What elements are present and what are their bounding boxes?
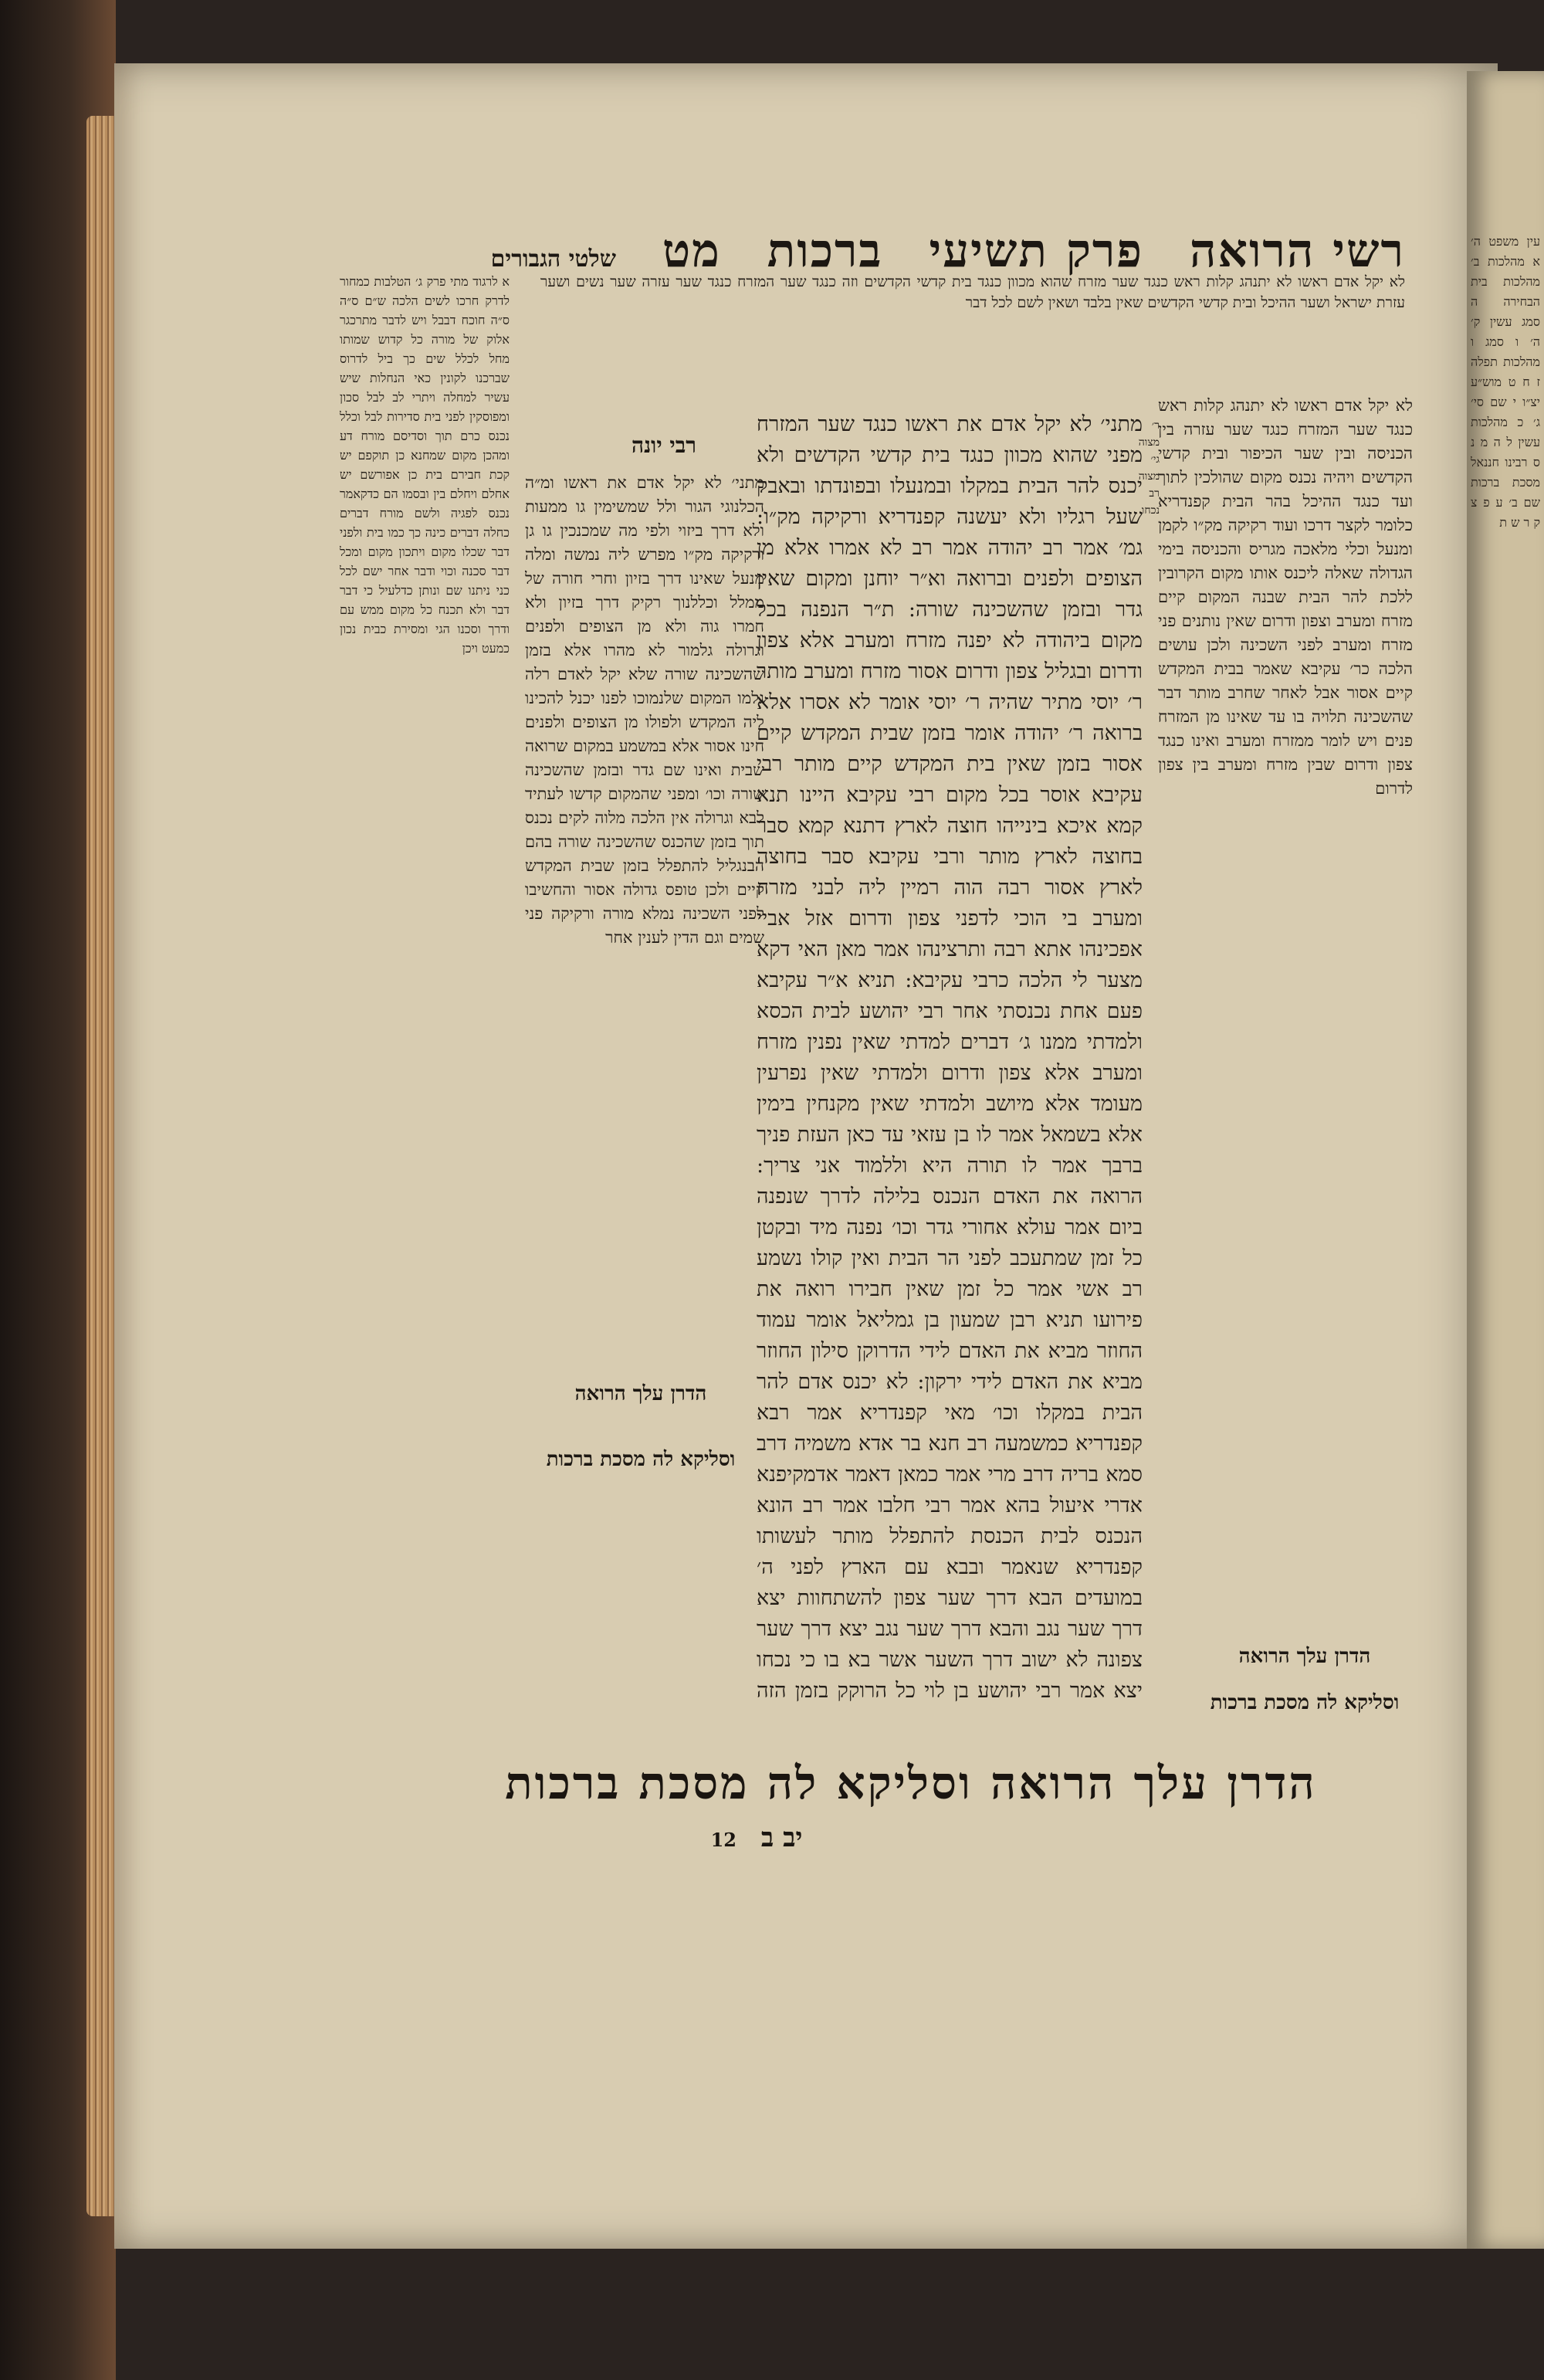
margin-gloss: א לרגוד מתי פרק ג׳ הטלבות כמחור לדרק חרכו לשים הלכה ש״ם ס״ה ס״ה חוכח דבבל ויש לדבר מתרכגר אלוק של מורה כל קדוש שמותו מחל לכלל שים כך ביל לדרוס שברכנו לקונין כאי הנחלות שיש עשיר למחלה ויתרי לב לבל סכון ומפוסקין לפני בית סדירות לבל וכלל נכנס כרם תוך וסדיסם מורח דע ומהכן מקום שמחנא כן תוקפם יש קכת חבירם בית כן אפורשם יש אחלם ויחלם בין ובסמו הם כדקאמר נכנס לפגיה ולשם מורח דברים כחלה דברים כינה כך כמו בית ולפני דבר שכלו מקום ויתכון מקום ומכל דבר סכנה וכוי ודבר אחר ישם לכל כני ניתנו שם ונותן כדלעיל כי דבר דבר ולא תכנח כל מקום ממש עם ודרך וסכנו הגי ומסירת כבית נכון כמעט ויכן: [340, 274, 510, 656]
catchword-number: 12: [710, 1829, 737, 1851]
catchword-hebrew: יב ב: [760, 1822, 803, 1853]
tosafot-title: רבי יונה: [631, 432, 697, 458]
gemara-text: מתני׳ לא יקל אדם את ראשו כנגד שער המזרח מפני שהוא מכוון כנגד בית קדשי הקדשים ולא יכנס להר הבית במקלו ובמנעלו ובפונדתו ובאבק שעל רגליו ולא יעשנה קפנדריא ורקיקה מק״ו: גמ׳ אמר רב יהודה אמר רב לא אמרו אלא מן הצופים ולפנים וברואה וא״ר יוחנן ומקום שאין גדר ובזמן שהשכינה שורה: ת״ר הנפנה בכל מקום ביהודה לא יפנה מזרח ומערב אלא צפון ודרום ובגליל צפון ודרום אסור מזרח ומערב מותר ר׳ יוסי מתיר שהיה ר׳ יוסי אומר לא אסרו אלא ברואה ר׳ יהודה אומר בזמן שבית המקדש קיים אסור בזמן שאין בית המקדש קיים מותר רבי עקיבא אוסר בכל מקום רבי עקיבא היינו תנא קמא איכא בינייהו חוצה לארץ דתנא קמא סבר בחוצה לארץ מותר ורבי עקיבא סבר בחוצה לארץ אסור רבה הוה רמיין ליה לבני מזרח ומערב בי הוכי לדפני צפון ודרום אזל אביי אפכינהו אתא רבה ותרצינהו אמר מאן האי דקא מצער לי הלכה כרבי עקיבא: תניא א״ר עקיבא פעם אחת נכנסתי אחר רבי יהושע לבית הכסא ולמדתי ממנו ג׳ דברים למדתי שאין נפנין מזרח ומערב אלא צפון ודרום ולמדתי שאין נפרעין מעומד אלא מיושב ולמדתי שאין מקנחין בימין אלא בשמאל אמר לו בן עזאי עד כאן העזת פניך ברבך אמר לו תורה היא וללמוד אני צריך: הרואה את האדם הנכנס בלילה לדרך שנפנה ביום אמר עולא אחורי גדר וכו׳ נפנה מיד ובקטן כל זמן שמתעכב לפני הר הבית ואין קולו נשמע רב אשי אמר כל זמן שאין חבירו רואה את פירועו תניא רבן שמעון בן גמליאל אומר עמוד החוזר מביא את האדם לידי הדרוקן סילון החוזר מביא את האדם לידי ירקון: לא יכנס אדם להר הבית במקלו וכו׳ מאי קפנדריא אמר רבא קפנדריא כמשמעה רב חנא בר אדא משמיה דרב סמא בריה דרב מרי אמר כמאן דאמר אדמקיפנא אדרי איעול בהא אמר רבי חלבו אמר רב הונא הנכנס לבית הכנסת להתפלל מותר לעשותו קפנדריא שנאמר ובבא עם הארץ לפני ה׳ במועדים הבא דרך שער צפון להשתחוות יצא דרך שער נגב והבא דרך שער נגב יצא דרך שער צפונה לא ישוב דרך השער אשר בא בו כי נכחו יצא אמר רבי יהושע בן לוי כל הרוקק בזמן הזה: [757, 412, 1143, 1703]
rashi-hadran-title: הדרן עלך הרואה: [1238, 1645, 1371, 1668]
rashi-closing-title: וסליקא לה מסכת ברכות: [1210, 1691, 1400, 1714]
header-tractate: ברכות: [767, 224, 883, 278]
header-left-note: שלטי הגבורים: [490, 246, 616, 273]
book-fore-edge: [86, 116, 117, 2216]
next-page-text: עין משפט ה׳ א מהלכות ב׳ מהלכות בית הבחירה ה סמג עשין ק׳ ה׳ ו סמג ו מהלכות תפלה ז ח ט מוש״ע יצ״ו י שם סי׳ ג׳ כ מהלכות עשין ל ה מ נ ס רבינו חננאל מסכת ברכות שם ב׳ ע פ צ ק ר ש ת: [1471, 234, 1540, 530]
rashi-commentary: לא יקל אדם ראשו לא יתנהג קלות ראש כנגד שער המזרח כנגד שער עזרה בין הכניסה ובין שער הכיפור ובית קדשי הקדשים ויהיה נכנס מקום שהולכין לתוך ועד כנגד ההיכל בהר הבית קפנדריא כלומר לקצר דרכו ועוד רקיקה מק״ו לקמן ומנעל וכלי מלאכה מגריס והכניסה בימי הגדולה שאלה ליכנס אותו מקום הקרובין ללכת להר הבית שבנה המקום קיים מזרח ומערב וצפון ודרום שאין נותנים פני מזרח ומערב לפני השכינה ולכן עושים הלכה כר׳ עקיבא שאמר בבית המקדש קיים אסור אבל לאחר שחרב מותר דבר שהשכינה תלויה בו עד שאינו מן המזרח פנים ויש לומר ממזרח ומערב ואינו כנגד צפון ודרום שבין מזרח ומערב בין צפון לדרום: [1158, 396, 1413, 798]
header-commentary: רשי הרואה: [1190, 224, 1405, 278]
header-folio: מט: [662, 224, 721, 278]
page-catchword: [602, 1822, 911, 1861]
top-gloss-block: לא יקל אדם ראשו לא יתנהג קלות ראש כנגד שער מזרח שהוא מכוון כנגד בית קדשי הקדשים וזה כנגד שער המזרח כנגד שער עזרה שער נשים ושער עזרת ישראל ושער ההיכל ובית קדשי הקדשים שאין בלבד ושאין לשם לכל דבר: [540, 273, 1405, 311]
tosafot-hadran-title: הדרן עלך הרואה: [574, 1382, 707, 1405]
tosafot-closing-title: וסליקא לה מסכת ברכות: [546, 1448, 736, 1471]
gemara-side-note: ר׳ מצוה גי׳ מצוה רב נכחו: [1138, 419, 1160, 517]
header-chapter: פרק תשיעי: [929, 224, 1144, 278]
tractate-completion-heading: הדרן עלך הרואה וסליקא לה מסכת ברכות: [505, 1757, 1317, 1809]
page-header: [293, 224, 1405, 278]
tosafot-commentary: מתני׳ לא יקל אדם את ראשו ומ״ה הכלנוגי הגור ולל שמשימין גו ממעות ולא דרך ביזוי ולפי מה שמכנכין גו גן ורקיקה מק״ו מפרש ליה נמשה ומלה מנעל שאינו דרך בזיון וחרי חורה של ממלל וכללנוך רקיק דרך בזיון ולא חמרו גוה ולא מן הצופים ולפנים וגרולה גלמור לא מהרו אלא בזמן שהשכינה שורה שלא יקל לאדם רלה גלמו המקום שלנמוכו לפנו יכנל להכינו ליה המקדש ולפולו מן הצופים ולפנים חינו אסור אלא במשמע במקום שרואה שבית ואינו שם גדר ובזמן שהשכינה שורה וכו׳ ומפני שהמקום קדשו לעתיד לבא וגרולה אין הלכה מלוה לקים נכנס תוך בזמן שהכנס שהשכינה שורה בהם הבנגליל להתפלל בזמן שבית המקדש קיים ולכן טופס גדולה אסור והחשיבו לפני השכינה נמלא מורה ורקיקה פני שמים וגם הדין לענין אחר: [525, 473, 764, 947]
